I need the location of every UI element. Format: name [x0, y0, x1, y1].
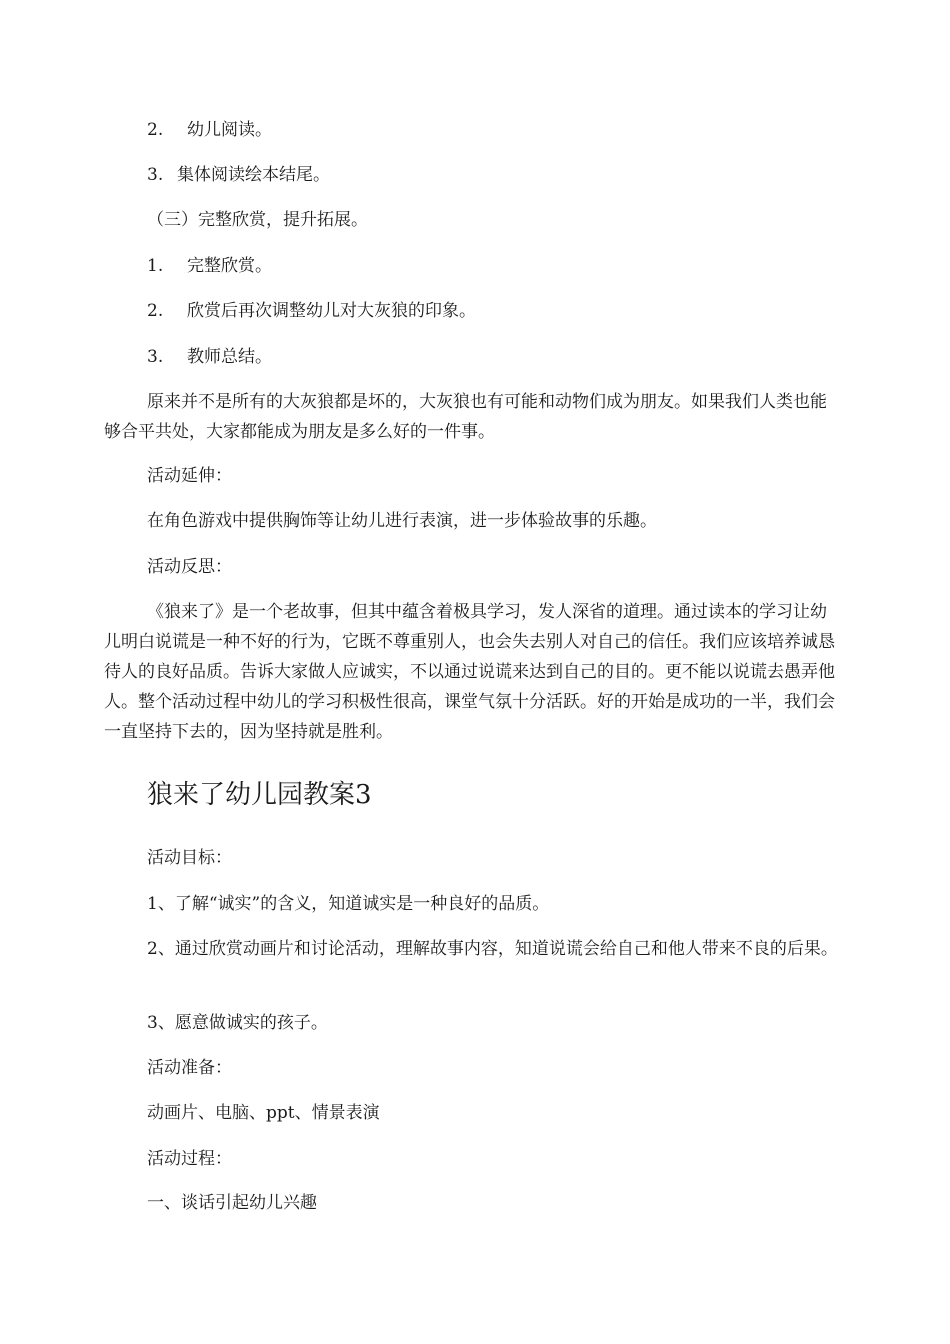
- extension-text: 在角色游戏中提供胸饰等让幼儿进行表演，进一步体验故事的乐趣。: [147, 511, 657, 531]
- lesson-3-heading: 狼来了幼儿园教案3: [147, 780, 372, 810]
- preparation-text: 动画片、电脑、ppt、情景表演: [147, 1103, 380, 1123]
- summary-paragraph: 原来并不是所有的大灰狼都是坏的，大灰狼也有可能和动物们成为朋友。如果我们人类也能够合平共处，大家都能成为朋友是多么好的一件事。: [104, 392, 827, 442]
- goal-label: 活动目标：: [147, 848, 232, 868]
- reflection-label: 活动反思：: [147, 557, 232, 577]
- extension-label: 活动延伸：: [147, 466, 232, 486]
- goal-1: 1、了解“诚实”的含义，知道诚实是一种良好的品质。: [147, 894, 550, 914]
- step-3-group-reading: 3. 集体阅读绘本结尾。: [147, 165, 330, 185]
- section-three-title: （三）完整欣赏，提升拓展。: [147, 210, 368, 230]
- preparation-label: 活动准备：: [147, 1058, 232, 1078]
- goal-3: 3、愿意做诚实的孩子。: [147, 1013, 328, 1033]
- step-2-adjust: 2. 欣赏后再次调整幼儿对大灰狼的印象。: [147, 301, 476, 321]
- step-2-reading: 2. 幼儿阅读。: [147, 120, 272, 140]
- step-3-summary: 3. 教师总结。: [147, 347, 272, 367]
- process-step-1: 一、谈话引起幼儿兴趣: [147, 1193, 317, 1213]
- reflection-paragraph: 《狼来了》是一个老故事，但其中蕴含着极具学习，发人深省的道理。通过读本的学习让幼儿明白说谎是一种不好的行为，它既不尊重别人，也会失去别人对自己的信任。我们应该培养诚恳待人的良好品质。告诉大家做人应诚实，不以通过说谎来达到自己的目的。更不能以说谎去愚弄他人。整个活动过程中幼儿的学习积极性很高，课堂气氛十分活跃。好的开始是成功的一半，我们会一直坚持下去的，因为坚持就是胜利。: [104, 602, 835, 742]
- goal-2: 2、通过欣赏动画片和讨论活动，理解故事内容，知道说谎会给自己和他人带来不良的后果。: [147, 939, 838, 959]
- step-1-appreciate: 1. 完整欣赏。: [147, 256, 272, 276]
- process-label: 活动过程：: [147, 1149, 232, 1169]
